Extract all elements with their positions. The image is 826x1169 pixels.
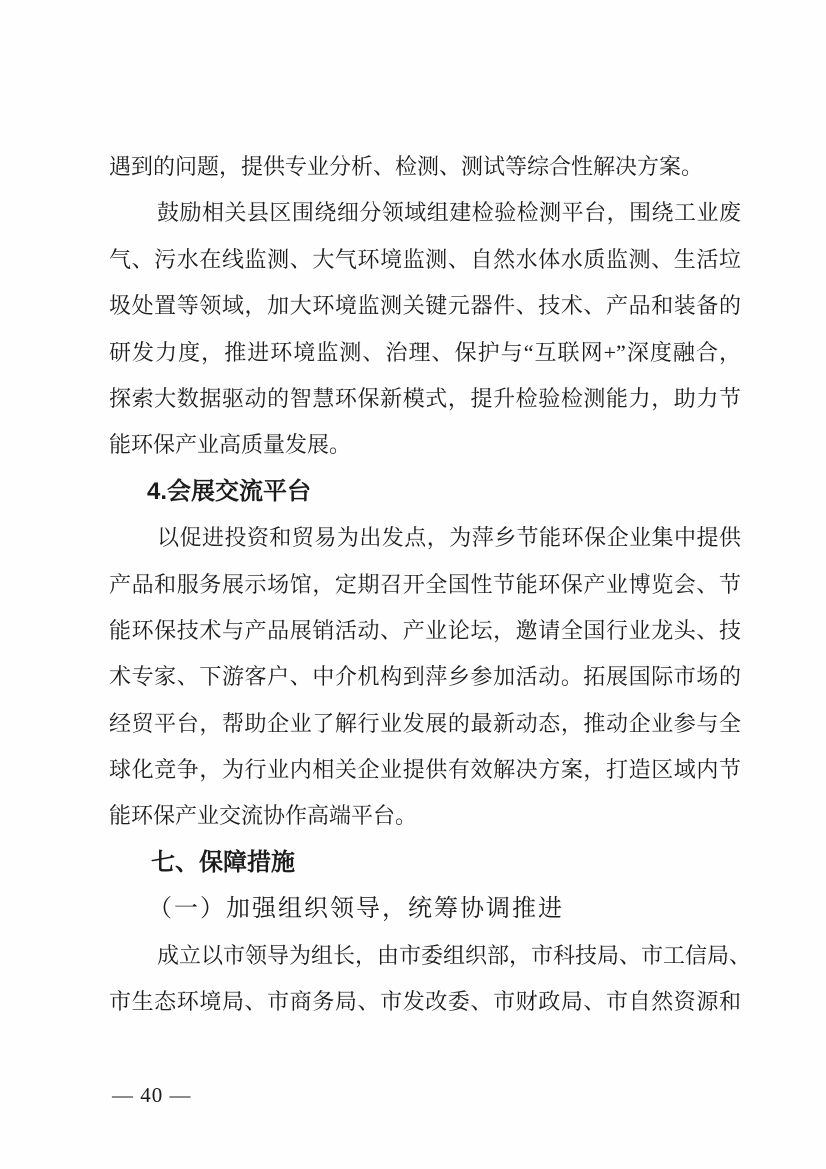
body-line: 产品和服务展示场馆，定期召开全国性节能环保产业博览会、节	[109, 571, 741, 597]
document-body	[109, 144, 752, 1025]
body-line: 能环保产业高质量发展。	[109, 432, 352, 458]
body-line: 鼓励相关县区围绕细分领域组建检验检测平台，围绕工业废	[157, 200, 741, 226]
section-heading-item4: 4.会展交流平台	[147, 477, 312, 505]
section-subheading-1: （一）加强组织领导，统筹协调推进	[148, 896, 564, 923]
body-line: 球化竞争，为行业内相关企业提供有效解决方案，打造区域内节	[109, 757, 741, 783]
body-line: 以促进投资和贸易为出发点，为萍乡节能环保企业集中提供	[157, 525, 741, 551]
body-line: 遇到的问题，提供专业分析、检测、测试等综合性解决方案。	[109, 154, 704, 179]
body-line: 能环保产业交流协作高端平台。	[109, 803, 418, 829]
body-line: 成立以市领导为组长，由市委组织部，市科技局、市工信局、	[157, 942, 752, 968]
body-line: 市生态环境局、市商务局、市发改委、市财政局、市自然资源和	[109, 989, 741, 1015]
body-line: 探索大数据驱动的智慧环保新模式，提升检验检测能力，助力节	[109, 385, 741, 411]
section-heading-chapter7: 七、保障措施	[151, 848, 295, 876]
body-line: 气、污水在线监测、大气环境监测、自然水体水质监测、生活垃	[109, 246, 741, 272]
body-line: 经贸平台，帮助企业了解行业发展的最新动态，推动企业参与全	[109, 710, 741, 736]
body-line: 圾处置等领域，加大环境监测关键元器件、技术、产品和装备的	[109, 293, 741, 319]
body-line: 能环保技术与产品展销活动、产业论坛，邀请全国行业龙头、技	[109, 617, 741, 643]
body-line: 术专家、下游客户、中介机构到萍乡参加活动。拓展国际市场的	[109, 664, 741, 690]
body-line: 研发力度，推进环境监测、治理、保护与“互联网+”深度融合，	[109, 339, 741, 365]
page-number: — 40 —	[112, 1083, 192, 1107]
